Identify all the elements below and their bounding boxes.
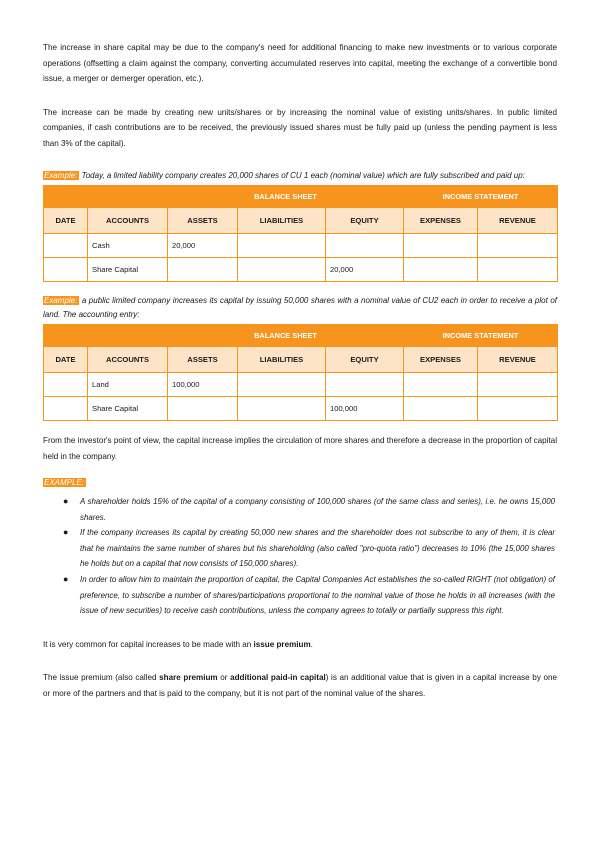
investor-view-paragraph: From the investor's point of view, the capital increase implies the circulation of more shares and therefore a decrease in the proportion of capital held in the company. — [43, 436, 557, 461]
col-header-accounts: ACCOUNTS — [88, 208, 168, 234]
assets-cell: 20,000 — [168, 234, 238, 258]
col-header-liabilities: LIABILITIES — [238, 347, 326, 373]
example-1-tag: Example: — [44, 171, 78, 180]
issue-premium-intro: It is very common for capital increases to be made with an issue premium. — [43, 639, 313, 649]
col-header-date: DATE — [44, 208, 88, 234]
bullet-icon: ● — [63, 496, 69, 506]
col-header-equity: EQUITY — [326, 208, 404, 234]
table-1-column-headers — [44, 208, 558, 234]
col-header-assets: ASSETS — [168, 347, 238, 373]
additional-paid-in-capital-term: additional paid-in capital — [230, 673, 326, 683]
assets-cell — [168, 397, 238, 421]
balance-sheet-heading: BALANCE SHEET — [168, 186, 404, 208]
example-1-description: Today, a limited liability company creates 20,000 shares of CU 1 each (nominal value) which are fully subscribed and paid up: — [79, 171, 525, 180]
assets-cell: 100,000 — [168, 373, 238, 397]
equity-cell — [326, 373, 404, 397]
account-cell: Land — [88, 373, 168, 397]
issue-premium-definition: The issue premium (also called share premium or additional paid-in capital) is an additional value that is given in a capital increase by one or more of the partners and that is paid to the company, but it is not part of the nominal value of the shares. — [43, 673, 557, 698]
list-item: ● In order to allow him to maintain the proportion of capital, the Capital Companies Act establishes the so-called RIGHT (not obligation) of preference, to subscribe a number of shares/participations proportional to the nominal value of those he holds in all increases (with the issue of new securities) to receive cash contributions, unless the company agrees to totally or partially suppress this right. — [63, 573, 555, 616]
col-header-liabilities: LIABILITIES — [238, 208, 326, 234]
example-2-tag: Example: — [44, 296, 78, 305]
list-item: ● A shareholder holds 15% of the capital of a company consisting of 100,000 shares (of the same class and series), i.e. he owns 15,000 shares. — [63, 496, 555, 522]
col-header-accounts: ACCOUNTS — [88, 347, 168, 373]
document-page — [43, 40, 557, 701]
balance-sheet-heading: BALANCE SHEET — [168, 325, 404, 347]
accounting-table-1 — [43, 185, 558, 282]
example-1-text — [43, 169, 557, 183]
intro-paragraph: The increase in share capital may be due to the company's need for additional financing to make new investments or to various corporate operations (offsetting a claim against the company, converting accumulated reserves into capital, meeting the exchange of a convertible bond issue, a merger or demerger operation, etc.). — [43, 43, 557, 83]
table-2-column-headers — [44, 347, 558, 373]
bullet-icon: ● — [63, 527, 69, 538]
assets-cell — [168, 258, 238, 282]
col-header-expenses: EXPENSES — [404, 347, 478, 373]
accounting-table-2 — [43, 324, 558, 421]
example-2-text — [43, 294, 557, 322]
increase-methods-paragraph: The increase can be made by creating new units/shares or by increasing the nominal value of existing units/shares. In public limited companies, if cash contributions are to be received, the previously issued shares must be fully paid up (unless the pending payment is less than 3% of the capital). — [43, 107, 557, 148]
income-statement-heading: INCOME STATEMENT — [404, 325, 558, 347]
share-premium-term: share premium — [159, 673, 218, 683]
account-cell: Cash — [88, 234, 168, 258]
account-cell: Share Capital — [88, 397, 168, 421]
table-row — [44, 397, 558, 421]
table-row — [44, 258, 558, 282]
example-3-heading — [43, 476, 557, 490]
table-row — [44, 373, 558, 397]
col-header-equity: EQUITY — [326, 347, 404, 373]
equity-cell: 20,000 — [326, 258, 404, 282]
col-header-revenue: REVENUE — [478, 347, 558, 373]
income-statement-heading: INCOME STATEMENT — [404, 186, 558, 208]
example-3-tag: EXAMPLE: — [44, 478, 85, 487]
equity-cell — [326, 234, 404, 258]
col-header-date: DATE — [44, 347, 88, 373]
table-1-section-row — [44, 186, 558, 208]
equity-cell: 100,000 — [326, 397, 404, 421]
list-item: ● If the company increases its capital by creating 50,000 new shares and the shareholder does not subscribe to any of them, it is clear that he maintains the same number of shares but his shareholding (also called "pro-quota ratio") decreases to 10% (the 15,000 shares he holds but on a capital that now consists of 150,000 shares). — [63, 527, 555, 569]
col-header-expenses: EXPENSES — [404, 208, 478, 234]
col-header-assets: ASSETS — [168, 208, 238, 234]
example-2-description: a public limited company increases its capital by issuing 50,000 shares with a nominal value of CU2 each in order to receive a plot of land. The accounting entry: — [43, 296, 557, 319]
bullet-icon: ● — [63, 573, 69, 584]
account-cell: Share Capital — [88, 258, 168, 282]
example-3-bullet-list — [43, 494, 557, 619]
col-header-revenue: REVENUE — [478, 208, 558, 234]
table-2-section-row — [44, 325, 558, 347]
issue-premium-term: issue premium — [253, 639, 311, 649]
table-row — [44, 234, 558, 258]
